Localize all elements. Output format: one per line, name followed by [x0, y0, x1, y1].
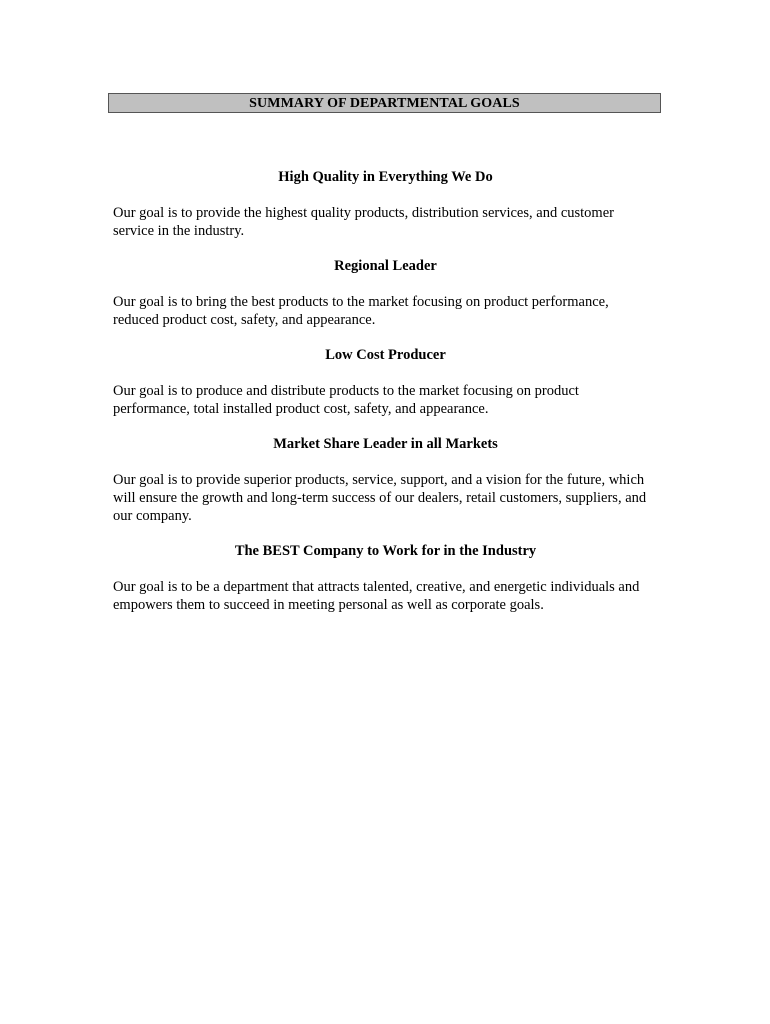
goal-heading: The BEST Company to Work for in the Industry	[234, 543, 537, 559]
goal-description: Our goal is to be a department that attracts talented, creative, and energetic individuals and empowers them to succeed in meeting personal as well as corporate goals.	[113, 579, 640, 613]
goal-description: Our goal is to bring the best products to the market focusing on product performance, reduced product cost, safety, and appearance.	[113, 294, 609, 328]
goal-heading: Market Share Leader in all Markets	[273, 436, 498, 452]
goal-description: Our goal is to provide the highest quality products, distribution services, and customer service in the industry.	[113, 205, 614, 239]
goal-section	[113, 346, 658, 418]
goals-list	[113, 168, 658, 631]
goal-section	[113, 542, 658, 614]
goal-heading: High Quality in Everything We Do	[278, 169, 493, 185]
goal-description: Our goal is to provide superior products, service, support, and a vision for the future, which will ensure the growth and long-term success of our dealers, retail customers, suppliers, and our company.	[113, 472, 647, 524]
goal-description: Our goal is to produce and distribute products to the market focusing on product performance, total installed product cost, safety, and appearance.	[113, 383, 579, 417]
goal-section	[113, 257, 658, 329]
goal-heading: Low Cost Producer	[325, 347, 446, 363]
goal-section	[113, 435, 658, 525]
document-title: SUMMARY OF DEPARTMENTAL GOALS	[108, 93, 661, 113]
goal-section	[113, 168, 658, 240]
goal-heading: Regional Leader	[334, 258, 437, 274]
